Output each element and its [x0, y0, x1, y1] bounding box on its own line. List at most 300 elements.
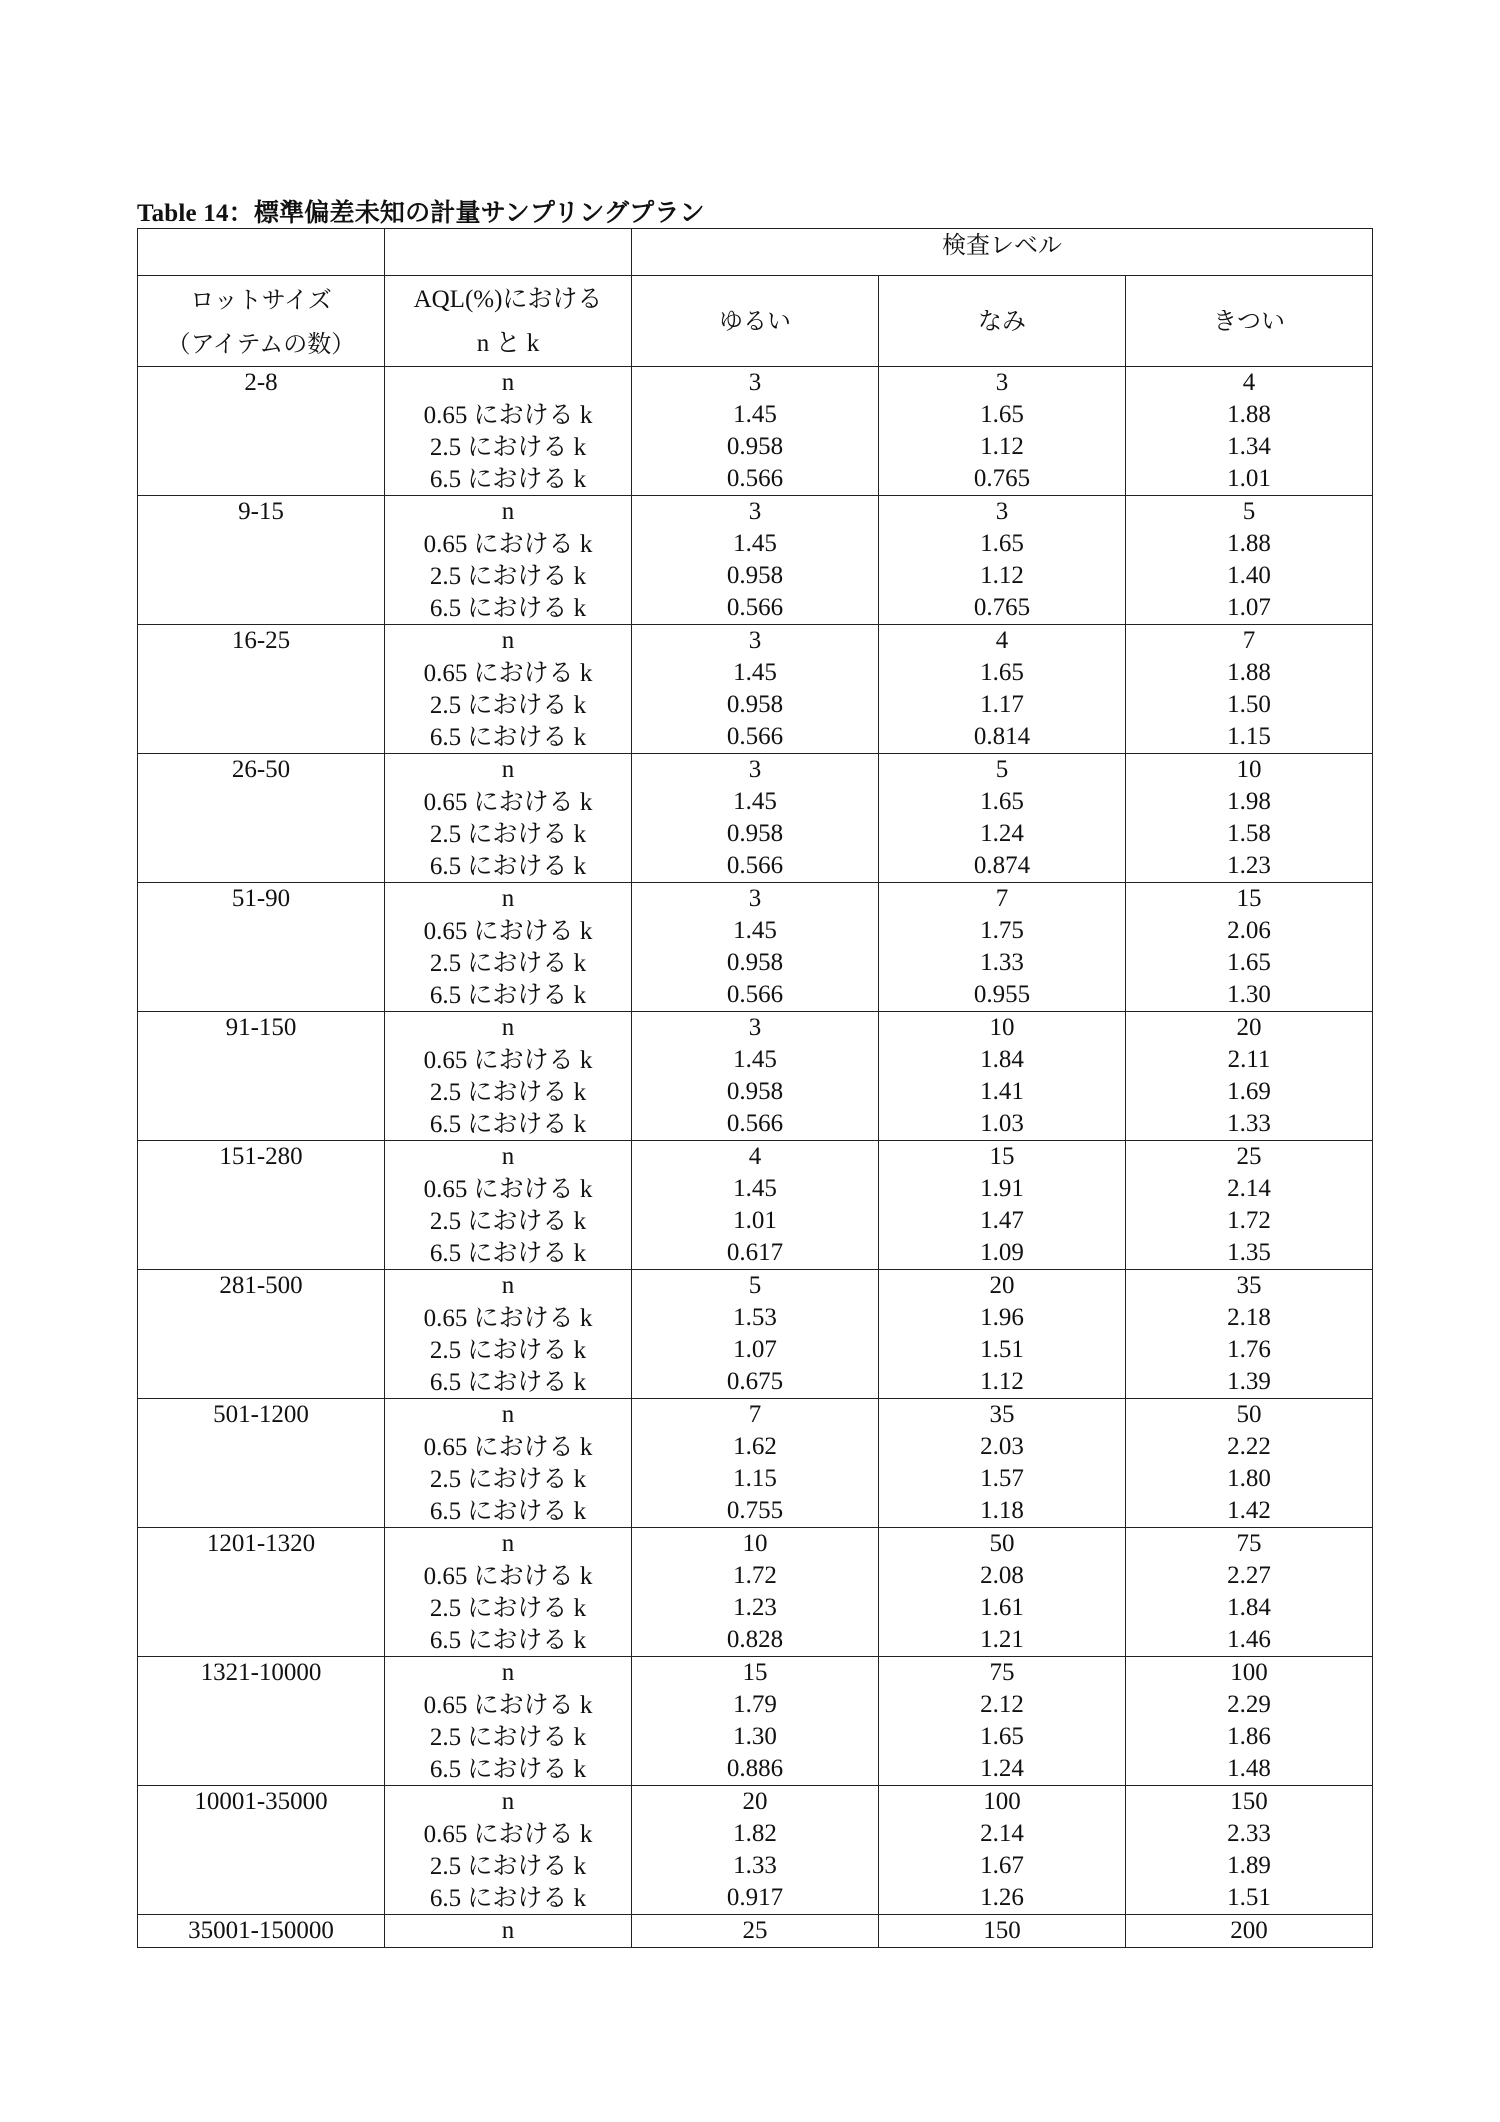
lot-size-cell [138, 1141, 385, 1270]
table-cell-value: 1.58 [1227, 820, 1271, 847]
aql-suffix: における [467, 690, 568, 719]
table-cell-value: 5 [748, 1272, 762, 1299]
aql-value: 0.65 [423, 660, 468, 687]
level-tight-cell [1126, 1399, 1373, 1528]
table-cell-value: 100 [983, 1788, 1021, 1815]
table-cell-value: 1.30 [1227, 981, 1271, 1008]
param-n-label: n [501, 1143, 515, 1170]
table-row [138, 1399, 1373, 1528]
table-row [138, 1270, 1373, 1399]
aql-value: 0.65 [423, 789, 468, 816]
k-letter: k [579, 918, 593, 945]
parameter-cell [385, 1399, 632, 1528]
level-normal-cell [879, 1657, 1126, 1786]
aql-header-line1: AQL(%)における [413, 286, 603, 313]
aql-value: 2.5 [429, 950, 462, 977]
k-letter: k [573, 1111, 587, 1138]
aql-value: 0.65 [423, 1434, 468, 1461]
table-cell-value: 0.958 [726, 1078, 784, 1105]
table-row-last [138, 1915, 1373, 1948]
param-k-aql-2-5 [385, 560, 631, 592]
param-k-aql-2-5 [385, 1463, 631, 1495]
table-cell-value: 1.01 [1227, 465, 1271, 492]
lot-size-cell [138, 367, 385, 496]
inspection-level-header: 検査レベル [632, 229, 1373, 276]
level-tight-cell [1126, 1786, 1373, 1915]
param-k-aql-0-65 [385, 786, 631, 818]
table-row [138, 1141, 1373, 1270]
table-cell-value: 0.886 [726, 1755, 784, 1782]
parameter-cell [385, 1012, 632, 1141]
table-cell-value: 1.23 [733, 1594, 777, 1621]
table-cell-value: 2.14 [1227, 1175, 1271, 1202]
lot-size-value: 151-280 [219, 1143, 303, 1170]
table-cell-value: 1.34 [1227, 433, 1271, 460]
param-k-aql-2-5 [385, 431, 631, 463]
parameter-cell [385, 1786, 632, 1915]
param-k-aql-6-5 [385, 721, 631, 753]
level-loose-cell [632, 754, 879, 883]
level-normal-cell [879, 1141, 1126, 1270]
param-k-aql-0-65 [385, 657, 631, 689]
table-cell-value: 7 [1242, 627, 1256, 654]
table-cell-value: 1.47 [980, 1207, 1024, 1234]
aql-value: 6.5 [429, 982, 462, 1009]
table-cell-value: 1.35 [1227, 1239, 1271, 1266]
table-cell-value: 1.84 [1227, 1594, 1271, 1621]
aql-value: 0.65 [423, 918, 468, 945]
table-cell-value: 1.67 [980, 1852, 1024, 1879]
k-letter: k [573, 1337, 587, 1364]
k-letter: k [573, 1240, 587, 1267]
header-row-inspection-level [138, 229, 1373, 276]
aql-suffix: における [467, 561, 568, 590]
table-cell-value: 3 [995, 369, 1009, 396]
table-cell-value: 2.27 [1227, 1562, 1271, 1589]
param-k-aql-0-65 [385, 915, 631, 947]
table-cell-value: 0.765 [973, 465, 1031, 492]
param-k-aql-2-5 [385, 818, 631, 850]
aql-value: 2.5 [429, 1337, 462, 1364]
table-row [138, 1528, 1373, 1657]
lot-size-value: 2-8 [244, 369, 278, 396]
table-cell-value: 1.12 [980, 433, 1024, 460]
table-caption [137, 193, 705, 229]
param-n-label: n [501, 885, 515, 912]
table-title: 標準偏差未知の計量サンプリングプラン [253, 198, 705, 227]
aql-suffix: における [473, 1045, 574, 1074]
parameter-cell [385, 1657, 632, 1786]
table-cell-value: 2.33 [1227, 1820, 1271, 1847]
lot-size-cell [138, 496, 385, 625]
k-letter: k [573, 692, 587, 719]
table-cell-value: 4 [995, 627, 1009, 654]
param-k-aql-2-5 [385, 1076, 631, 1108]
level-loose-cell [632, 1141, 879, 1270]
aql-suffix: における [473, 1432, 574, 1461]
table-cell-value: 0.755 [726, 1497, 784, 1524]
table-cell-value: 7 [995, 885, 1009, 912]
aql-value: 0.65 [423, 1563, 468, 1590]
table-cell-value: 0.566 [726, 723, 784, 750]
table-cell-value: 15 [989, 1143, 1015, 1170]
lot-size-value: 1321-10000 [200, 1659, 322, 1686]
param-k-aql-0-65 [385, 1302, 631, 1334]
k-letter: k [579, 789, 593, 816]
aql-suffix: における [467, 1367, 568, 1396]
level-tight-cell [1126, 367, 1373, 496]
param-k-aql-6-5 [385, 979, 631, 1011]
lot-size-cell [138, 1270, 385, 1399]
table-cell-value: 1.45 [733, 530, 777, 557]
level-loose-cell [632, 1399, 879, 1528]
level-normal-cell [879, 367, 1126, 496]
table-cell-value: 1.76 [1227, 1336, 1271, 1363]
param-k-aql-0-65 [385, 1689, 631, 1721]
k-letter: k [573, 1498, 587, 1525]
k-letter: k [579, 1047, 593, 1074]
param-k-aql-6-5 [385, 1624, 631, 1656]
aql-value: 2.5 [429, 434, 462, 461]
k-letter: k [573, 434, 587, 461]
param-k-aql-6-5 [385, 1753, 631, 1785]
param-k-aql-6-5 [385, 1237, 631, 1269]
aql-value: 0.65 [423, 402, 468, 429]
table-cell-value: 3 [748, 369, 762, 396]
k-letter: k [579, 1821, 593, 1848]
table-cell-value: 1.45 [733, 659, 777, 686]
aql-suffix: における [473, 1561, 574, 1590]
aql-suffix: における [467, 1077, 568, 1106]
table-cell-value: 10 [1236, 756, 1262, 783]
level-loose-cell: 25 [632, 1915, 879, 1948]
table-cell-value: 1.65 [980, 401, 1024, 428]
level-loose-cell [632, 367, 879, 496]
k-letter: k [573, 1885, 587, 1912]
param-n-label: n [501, 756, 515, 783]
table-cell-value: 1.51 [1227, 1884, 1271, 1911]
aql-value: 0.65 [423, 531, 468, 558]
lot-size-cell [138, 1657, 385, 1786]
table-cell-value: 1.07 [733, 1336, 777, 1363]
k-letter: k [573, 563, 587, 590]
table-cell-value: 2.18 [1227, 1304, 1271, 1331]
table-cell-value: 1.33 [980, 949, 1024, 976]
aql-value: 2.5 [429, 692, 462, 719]
table-cell-value: 35 [1236, 1272, 1262, 1299]
table-cell-value: 1.23 [1227, 852, 1271, 879]
aql-header [385, 276, 632, 367]
table-cell-value: 3 [748, 1014, 762, 1041]
table-cell-value: 1.80 [1227, 1465, 1271, 1492]
aql-suffix: における [467, 1883, 568, 1912]
param-k-aql-2-5 [385, 1334, 631, 1366]
table-cell-value: 1.46 [1227, 1626, 1271, 1653]
aql-value: 2.5 [429, 563, 462, 590]
table-cell-value: 0.917 [726, 1884, 784, 1911]
table-cell-value: 0.874 [973, 852, 1031, 879]
parameter-cell [385, 1528, 632, 1657]
aql-value: 0.65 [423, 1692, 468, 1719]
param-k-aql-2-5 [385, 1850, 631, 1882]
level-tight-cell [1126, 625, 1373, 754]
aql-value: 0.65 [423, 1305, 468, 1332]
aql-suffix: における [473, 529, 574, 558]
level-tight-cell [1126, 883, 1373, 1012]
table-cell-value: 2.22 [1227, 1433, 1271, 1460]
table-cell-value: 1.62 [733, 1433, 777, 1460]
table-cell-value: 1.69 [1227, 1078, 1271, 1105]
parameter-cell [385, 1141, 632, 1270]
table-cell-value: 1.96 [980, 1304, 1024, 1331]
level-normal-cell [879, 754, 1126, 883]
param-k-aql-6-5 [385, 1366, 631, 1398]
lot-size-header-line1: ロットサイズ [190, 286, 332, 314]
table-cell-value: 2.08 [980, 1562, 1024, 1589]
table-cell-value: 1.12 [980, 1368, 1024, 1395]
param-n-label: n [501, 1401, 515, 1428]
level-normal-cell [879, 1270, 1126, 1399]
table-cell-value: 0.958 [726, 820, 784, 847]
table-cell-value: 2.29 [1227, 1691, 1271, 1718]
k-letter: k [573, 950, 587, 977]
param-n-label: n [501, 1530, 515, 1557]
level-tight-cell [1126, 1528, 1373, 1657]
aql-value: 2.5 [429, 1079, 462, 1106]
table-cell-value: 5 [995, 756, 1009, 783]
lot-size-value: 9-15 [238, 498, 284, 525]
param-k-aql-6-5 [385, 592, 631, 624]
k-letter: k [573, 1595, 587, 1622]
table-cell-value: 0.617 [726, 1239, 784, 1266]
param-k-aql-2-5 [385, 947, 631, 979]
table-cell-value: 0.828 [726, 1626, 784, 1653]
table-cell-value: 3 [748, 498, 762, 525]
table-cell-value: 2.06 [1227, 917, 1271, 944]
aql-suffix: における [473, 916, 574, 945]
aql-suffix: における [467, 1206, 568, 1235]
level-normal-cell [879, 1399, 1126, 1528]
table-cell-value: 1.45 [733, 917, 777, 944]
table-cell-value: 50 [1236, 1401, 1262, 1428]
table-cell-value: 1.33 [1227, 1110, 1271, 1137]
k-letter: k [573, 1079, 587, 1106]
k-letter: k [573, 1853, 587, 1880]
aql-value: 6.5 [429, 1756, 462, 1783]
param-k-aql-0-65 [385, 1560, 631, 1592]
aql-suffix: における [473, 787, 574, 816]
table-cell-value: 1.88 [1227, 401, 1271, 428]
table-cell-value: 1.07 [1227, 594, 1271, 621]
table-cell-value: 1.01 [733, 1207, 777, 1234]
table-cell-value: 7 [748, 1401, 762, 1428]
table-cell-value: 1.15 [1227, 723, 1271, 750]
aql-suffix: における [473, 658, 574, 687]
table-cell-value: 0.958 [726, 949, 784, 976]
aql-suffix: における [467, 1335, 568, 1364]
table-cell-value: 0.566 [726, 852, 784, 879]
table-cell-value: 2.03 [980, 1433, 1024, 1460]
level-tight-cell [1126, 1141, 1373, 1270]
aql-header-line2: n と k [476, 330, 540, 357]
level-loose-cell [632, 496, 879, 625]
table-cell-value: 10 [989, 1014, 1015, 1041]
lot-size-value: 91-150 [225, 1014, 297, 1041]
aql-suffix: における [467, 1464, 568, 1493]
parameter-cell: n [385, 1915, 632, 1948]
lot-size-cell [138, 1786, 385, 1915]
table-cell-value: 1.12 [980, 562, 1024, 589]
aql-value: 2.5 [429, 1208, 462, 1235]
table-cell-value: 1.57 [980, 1465, 1024, 1492]
lot-size-cell [138, 1399, 385, 1528]
table-row [138, 883, 1373, 1012]
param-k-aql-2-5 [385, 689, 631, 721]
level-normal-cell [879, 1786, 1126, 1915]
parameter-cell [385, 496, 632, 625]
level-header-loose: ゆるい [632, 276, 879, 367]
level-header-tight: きつい [1126, 276, 1373, 367]
level-header-normal: なみ [879, 276, 1126, 367]
table-cell-value: 1.45 [733, 401, 777, 428]
level-tight-cell [1126, 496, 1373, 625]
table-cell-value: 1.79 [733, 1691, 777, 1718]
aql-value: 0.65 [423, 1047, 468, 1074]
table-cell-value: 1.72 [1227, 1207, 1271, 1234]
param-n-label: n [501, 1014, 515, 1041]
lot-size-cell [138, 1528, 385, 1657]
table-row [138, 1012, 1373, 1141]
parameter-cell [385, 754, 632, 883]
table-cell-value: 0.566 [726, 1110, 784, 1137]
lot-size-value: 26-50 [231, 756, 291, 783]
table-cell-value: 3 [748, 756, 762, 783]
table-cell-value: 3 [748, 885, 762, 912]
aql-value: 2.5 [429, 1595, 462, 1622]
aql-suffix: における [467, 1496, 568, 1525]
table-cell-value: 5 [1242, 498, 1256, 525]
param-k-aql-2-5 [385, 1721, 631, 1753]
table-cell-value: 0.566 [726, 594, 784, 621]
aql-suffix: における [467, 1109, 568, 1138]
table-cell-value: 1.40 [1227, 562, 1271, 589]
table-cell-value: 1.65 [980, 788, 1024, 815]
aql-value: 6.5 [429, 1498, 462, 1525]
table-cell-value: 1.65 [980, 659, 1024, 686]
table-cell-value: 0.958 [726, 433, 784, 460]
k-letter: k [579, 1176, 593, 1203]
k-letter: k [573, 1208, 587, 1235]
level-tight-cell [1126, 1270, 1373, 1399]
lot-size-header [138, 276, 385, 367]
table-cell-value: 1.45 [733, 1175, 777, 1202]
level-normal-cell [879, 883, 1126, 1012]
k-letter: k [573, 1724, 587, 1751]
lot-size-value: 51-90 [231, 885, 291, 912]
table-cell-value: 1.51 [980, 1336, 1024, 1363]
header-row-columns [138, 276, 1373, 367]
k-letter: k [579, 531, 593, 558]
table-cell-value: 0.566 [726, 981, 784, 1008]
level-tight-cell [1126, 754, 1373, 883]
table-cell-value: 0.566 [726, 465, 784, 492]
level-loose-cell [632, 1012, 879, 1141]
param-k-aql-6-5 [385, 1108, 631, 1140]
parameter-cell [385, 367, 632, 496]
aql-value: 6.5 [429, 724, 462, 751]
table-row [138, 1657, 1373, 1786]
table-cell-value: 1.45 [733, 788, 777, 815]
level-normal-cell [879, 1528, 1126, 1657]
param-k-aql-6-5 [385, 1882, 631, 1914]
table-cell-value: 35 [989, 1401, 1015, 1428]
table-cell-value: 2.14 [980, 1820, 1024, 1847]
param-k-aql-6-5 [385, 1495, 631, 1527]
k-letter: k [573, 1466, 587, 1493]
level-loose-cell [632, 625, 879, 754]
table-cell-value: 0.765 [973, 594, 1031, 621]
aql-suffix: における [473, 400, 574, 429]
k-letter: k [579, 1305, 593, 1332]
table-cell-value: 1.88 [1227, 530, 1271, 557]
level-normal-cell: 150 [879, 1915, 1126, 1948]
table-cell-value: 1.61 [980, 1594, 1024, 1621]
table-cell-value: 2.12 [980, 1691, 1024, 1718]
lot-size-value: 10001-35000 [194, 1788, 328, 1815]
table-cell-value: 4 [748, 1143, 762, 1170]
param-n-label: n [501, 369, 515, 396]
param-k-aql-0-65 [385, 528, 631, 560]
table-cell-value: 1.72 [733, 1562, 777, 1589]
table-cell-value: 0.958 [726, 562, 784, 589]
param-k-aql-2-5 [385, 1205, 631, 1237]
aql-suffix: における [467, 1754, 568, 1783]
table-cell-value: 1.45 [733, 1046, 777, 1073]
table-cell-value: 100 [1230, 1659, 1268, 1686]
table-cell-value: 1.53 [733, 1304, 777, 1331]
table-row [138, 367, 1373, 496]
param-n-label: n [501, 1659, 515, 1686]
table-cell-value: 1.30 [733, 1723, 777, 1750]
table-cell-value: 0.675 [726, 1368, 784, 1395]
table-row [138, 496, 1373, 625]
table-cell-value: 20 [742, 1788, 768, 1815]
k-letter: k [573, 821, 587, 848]
table-cell-value: 0.955 [973, 981, 1031, 1008]
level-tight-cell [1126, 1657, 1373, 1786]
lot-size-cell: 35001-150000 [138, 1915, 385, 1948]
table-cell-value: 1.18 [980, 1497, 1024, 1524]
table-cell-value: 15 [742, 1659, 768, 1686]
aql-value: 6.5 [429, 595, 462, 622]
table-cell-value: 15 [1236, 885, 1262, 912]
table-row [138, 754, 1373, 883]
table-cell-value: 75 [1236, 1530, 1262, 1557]
table-row [138, 1786, 1373, 1915]
param-k-aql-0-65 [385, 1044, 631, 1076]
k-letter: k [573, 1369, 587, 1396]
header-empty-cell [385, 229, 632, 276]
table-cell-value: 75 [989, 1659, 1015, 1686]
k-letter: k [579, 1692, 593, 1719]
table-cell-value: 1.09 [980, 1239, 1024, 1266]
table-cell-value: 20 [1236, 1014, 1262, 1041]
param-n-label: n [501, 1788, 515, 1815]
lot-size-cell [138, 754, 385, 883]
aql-suffix: における [473, 1174, 574, 1203]
aql-suffix: における [467, 722, 568, 751]
k-letter: k [573, 1627, 587, 1654]
